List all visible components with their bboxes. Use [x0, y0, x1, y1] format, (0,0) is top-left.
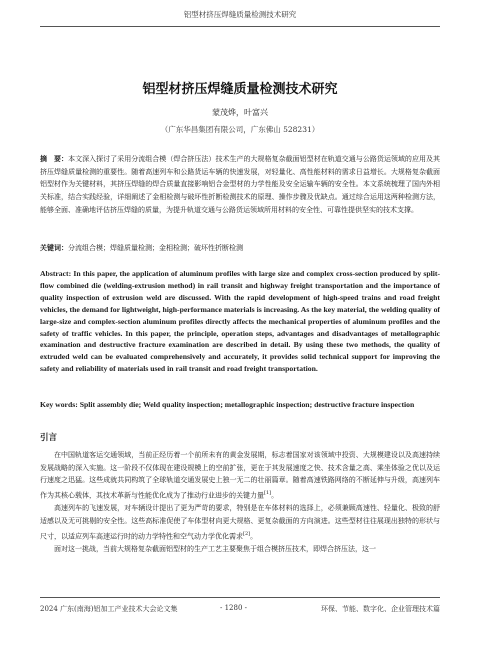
running-head: 铝型材挤压焊缝质量检测技术研究 [183, 10, 297, 19]
intro-paragraph-2 [40, 502, 440, 542]
keywords-en-text: Split assembly die; Weld quality inspection; metallographic inspection; destructive fracture inspection [79, 400, 415, 409]
abstract-cn [40, 153, 440, 217]
keywords-cn [40, 242, 440, 255]
header-rule [40, 26, 440, 27]
intro-p1-text: 在中国轨道客运交通领域，当前正经历着一个前所未有的黄金发展期，标志着国家对该领域中投资、大规模建设以及高速持续发展战略的深入实施。这一阶段不仅体现在建设规模上的空前扩张，更在于其发展速度之快、技术含量之高、乘坐体验之优以及运行速度之迅猛。这些成就共同构筑了全球轨道交通发展史上独一无二的壮丽篇章。随着高速铁路网络的不断延伸与升级，高速列车作为其核心载体，其技术革新与性能优化成为了推动行业进步的关键力量 [40, 451, 440, 500]
footer-section: 环保、节能、数字化、企业管理技术篇 [321, 605, 440, 613]
paper-title: 铝型材挤压焊缝质量检测技术研究 [142, 82, 338, 97]
keywords-en [40, 399, 440, 411]
intro-p2-text: 高速列车的飞速发展，对车辆设计提出了更为严苛的要求，特别是在车体材料的选择上，必须兼顾高速性、轻量化、极致的舒适感以及无可挑剔的安全性。这些高标准促使了车体型材向更大规格、更复杂截面的方向演进。这些型材往往展现出独特的形状与尺寸，以适应列车高速运行时的动力学特性和空气动力学优化需求 [40, 504, 440, 540]
abstract-en [40, 268, 440, 375]
intro-p1-end: 。 [271, 491, 279, 500]
keywords-cn-text: 分流组合模；焊缝质量检测；金相检测；破坏性折断检测 [68, 244, 243, 252]
affiliation: （广东华昌集团有限公司，广东佛山 528231） [160, 125, 320, 134]
introduction-body [40, 449, 440, 555]
citation-ref-1: [1] [264, 490, 272, 497]
section-heading-introduction: 引言 [40, 433, 58, 443]
authors: 蒙茂烨，叶富兴 [212, 108, 268, 117]
footer-rule [40, 597, 440, 598]
intro-p2-end: 。 [250, 531, 258, 540]
abstract-en-text: In this paper, the application of aluminum profiles with large size and complex cross-section produced by split-flow combined die (welding-extrusion method) in rail transit and highway freight transportation and the importance of quality inspection of extrusion weld are discussed. With the rapid development of high-speed trains and road freight vehicles, the demand for lightweight, high-performance materials is increasing. As the key material, the welding quality of large-size and complex-section aluminum profiles directly affects the mechanical properties of aluminum profiles and the safety of traffic vehicles. In this paper, the principle, operation steps, advantages and disadvantages of metallographic examination and destructive fracture examination are described in detail. By using these two methods, the quality of extruded weld can be evaluated comprehensively and accurately, it provides solid technical support for improving the safety and reliability of materials used in rail transit and road freight transportation. [40, 269, 441, 374]
page-number: - 1280 - [220, 604, 247, 612]
intro-paragraph-1 [40, 449, 440, 502]
footer-proceedings: 2024 广东(南海)铝加工产业技术大会论文集 [40, 605, 178, 613]
abstract-cn-text: 本文深入探讨了采用分流组合模（焊合挤压法）技术生产的大规格复杂截面铝型材在轨道交通与公路货运领域的应用及其挤压焊缝质量检测的重要性。随着高速列车和公路货运车辆的快速发展，对轻量化、高性能材料的需求日益增长。大规格复杂截面铝型材作为关键材料，其挤压焊缝的焊合质量直接影响铝合金型材的力学性能及安全运输车辆的安全性。本文系统梳理了国内外相关标准，结合实践经验，详细阐述了金相检测与破坏性折断检测技术的原理、操作步骤及优缺点。通过综合运用这两种检测方法，能够全面、准确地评估挤压焊缝的质量，为提升轨道交通与公路货运领域所用材料的安全性、可靠性提供坚实的技术支撑。 [40, 155, 441, 214]
keywords-en-label: Key words: [40, 400, 78, 409]
keywords-cn-label: 关键词： [40, 244, 68, 252]
intro-paragraph-3: 面对这一挑战，当前大规格复杂截面铝型材的生产工艺主要聚焦于组合模挤压技术，即焊合挤压法，这一 [54, 544, 376, 553]
abstract-cn-label: 摘 要： [40, 155, 69, 163]
abstract-en-label: Abstract: [40, 269, 72, 278]
citation-ref-2: [2] [243, 530, 251, 537]
